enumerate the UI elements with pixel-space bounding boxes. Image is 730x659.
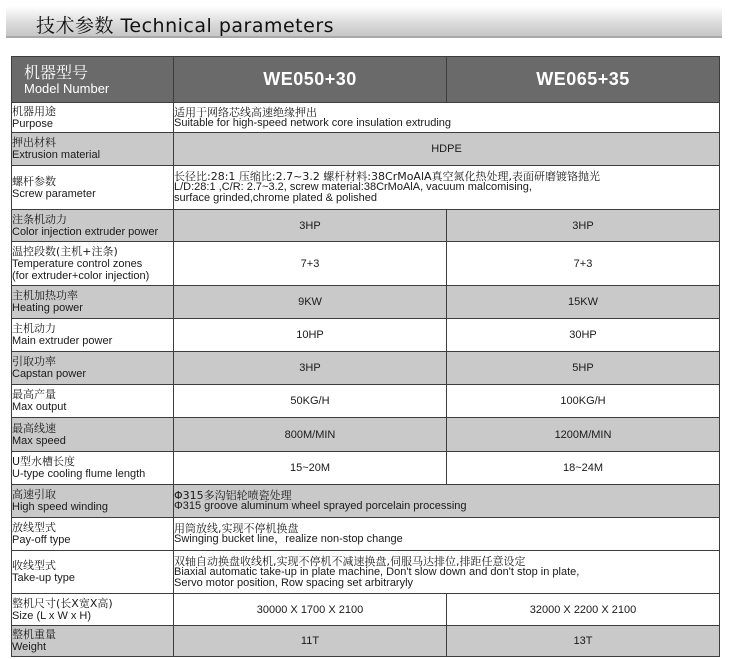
label-en: Temperature control zones	[12, 257, 143, 270]
row-label	[12, 626, 174, 657]
label-zh: 机器用途	[12, 104, 56, 118]
row-label	[12, 210, 174, 242]
value-span	[174, 485, 720, 518]
label-en: Size (L x W x H)	[12, 609, 92, 622]
row-take-up-type	[12, 551, 720, 594]
label-en: U-type cooling flume length	[12, 468, 146, 480]
row-max-output	[12, 385, 720, 418]
title-bar	[6, 6, 722, 38]
row-label	[12, 385, 174, 418]
label-zh: 整机重量	[12, 628, 56, 641]
row-label	[12, 418, 174, 452]
row-label	[12, 452, 174, 485]
value-line: L/D:28:1 ,C/R: 2.7~3.2, screw material:38CrMoAlA, vacuum malcomising,	[174, 181, 532, 193]
value-span	[174, 551, 720, 594]
value-we065: 7+3	[447, 242, 720, 286]
row-label	[12, 286, 174, 319]
header-label-en: Model Number	[24, 80, 110, 96]
row-screw-parameter	[12, 166, 720, 210]
value-we065: 13T	[447, 626, 720, 657]
label-en: Heating power	[12, 302, 83, 314]
spec-table	[11, 56, 720, 657]
value-zh: Φ315多沟铝轮喷瓷处理	[174, 489, 292, 502]
model-we065: WE065+35	[447, 57, 720, 103]
value-we050: 3HP	[174, 210, 447, 242]
value-zh: 用筒放线,实现不停机换盘	[174, 522, 299, 535]
value-we050: 11T	[174, 626, 447, 657]
row-label	[12, 103, 174, 133]
value-span	[174, 103, 720, 133]
label-en: Pay-off type	[12, 534, 71, 546]
row-purpose	[12, 103, 720, 133]
table-header-row	[12, 57, 720, 103]
label-zh: 引取功率	[12, 355, 56, 368]
value-we050: 3HP	[174, 352, 447, 385]
value-en: Swinging bucket line，realize non-stop change	[174, 533, 403, 545]
label-zh: 整机尺寸(长X宽X高)	[12, 596, 113, 610]
value-we050: 15~20M	[174, 452, 447, 485]
label-zh: 注条机动力	[12, 212, 67, 226]
value-zh: 适用于网络芯线高速绝缘押出	[174, 105, 317, 119]
value-we065: 3HP	[447, 210, 720, 242]
label-zh: 收线型式	[12, 559, 56, 572]
row-label	[12, 518, 174, 551]
label-en: Purpose	[12, 117, 53, 130]
label-en: Max speed	[12, 434, 66, 447]
row-heating-power	[12, 286, 720, 319]
label-zh: 螺杆参数	[12, 174, 56, 188]
row-size	[12, 594, 720, 626]
row-color-injection-power	[12, 210, 720, 242]
value-we065: 30HP	[447, 319, 720, 352]
header-label-zh: 机器型号	[24, 62, 89, 82]
value-we065: 5HP	[447, 352, 720, 385]
row-main-extruder-power	[12, 319, 720, 352]
row-high-speed-winding	[12, 485, 720, 518]
value-en: Suitable for high-speed network core insulation extruding	[174, 116, 451, 129]
label-en: High speed winding	[12, 501, 109, 513]
row-cooling-flume-length	[12, 452, 720, 485]
label-en: Capstan power	[12, 368, 86, 380]
value-we050: 10HP	[174, 319, 447, 352]
label-zh: 主机动力	[12, 322, 56, 335]
label-zh: 最高产量	[12, 388, 56, 401]
value-we050: 7+3	[174, 242, 447, 286]
label-zh: 最高线速	[12, 421, 56, 435]
value-we065: 100KG/H	[447, 385, 720, 418]
row-extrusion-material	[12, 133, 720, 166]
value-we065: 15KW	[447, 286, 720, 319]
label-en: Color injection extruder power	[12, 225, 159, 238]
row-max-speed	[12, 418, 720, 452]
label-zh: 温控段数(主机+注条)	[12, 244, 118, 258]
value-line: 长径比:28:1 压缩比:2.7~3.2 螺杆材料:38CrMoAlA真空氮化热处理,表面研磨镀铬抛光	[174, 170, 601, 183]
row-label	[12, 551, 174, 594]
value-line: Servo motor position, Row spacing set arbitraryly	[174, 576, 414, 589]
value-we065: 32000 X 2200 X 2100	[447, 594, 720, 626]
row-weight	[12, 626, 720, 657]
row-label	[12, 242, 174, 286]
value-we050: 800M/MIN	[174, 418, 447, 452]
row-label	[12, 485, 174, 518]
label-zh: 高速引取	[12, 488, 56, 501]
value-we065: 1200M/MIN	[447, 418, 720, 452]
header-label-cell	[12, 57, 174, 103]
row-temperature-zones	[12, 242, 720, 286]
label-zh: 押出材料	[12, 136, 56, 149]
value-we065: 18~24M	[447, 452, 720, 485]
value-line: surface grinded,chrome plated & polished	[174, 192, 378, 204]
value-line: 双轴自动换盘收线机,实现不停机不减速换盘,伺服马达排位,排距任意设定	[174, 554, 526, 568]
row-capstan-power	[12, 352, 720, 385]
value-we050: 30000 X 1700 X 2100	[174, 594, 447, 626]
label-zh: 主机加热功率	[12, 289, 78, 302]
row-label	[12, 594, 174, 626]
label-en: Extrusion material	[12, 149, 101, 161]
value-we050: 50KG/H	[174, 385, 447, 418]
label-en: (for extruder+color injection)	[12, 269, 150, 282]
value-span	[174, 166, 720, 210]
value-span	[174, 518, 720, 551]
row-pay-off-type	[12, 518, 720, 551]
row-label	[12, 166, 174, 210]
label-en: Screw parameter	[12, 187, 96, 200]
label-en: Max output	[12, 401, 67, 413]
value-span: HDPE	[174, 133, 720, 166]
label-zh: U型水槽长度	[12, 455, 76, 468]
row-label	[12, 352, 174, 385]
label-zh: 放线型式	[12, 521, 56, 534]
label-en: Weight	[12, 641, 47, 653]
label-en: Main extruder power	[12, 335, 113, 347]
row-label	[12, 133, 174, 166]
label-en: Take-up type	[12, 572, 75, 584]
page-title: 技术参数 Technical parameters	[36, 15, 335, 37]
value-line: Biaxial automatic take-up in plate machine, Don't slow down and don't stop in plate,	[174, 565, 580, 578]
model-we050: WE050+30	[174, 57, 447, 103]
value-we050: 9KW	[174, 286, 447, 319]
row-label	[12, 319, 174, 352]
value-en: Φ315 groove aluminum wheel sprayed porcelain processing	[174, 500, 467, 512]
